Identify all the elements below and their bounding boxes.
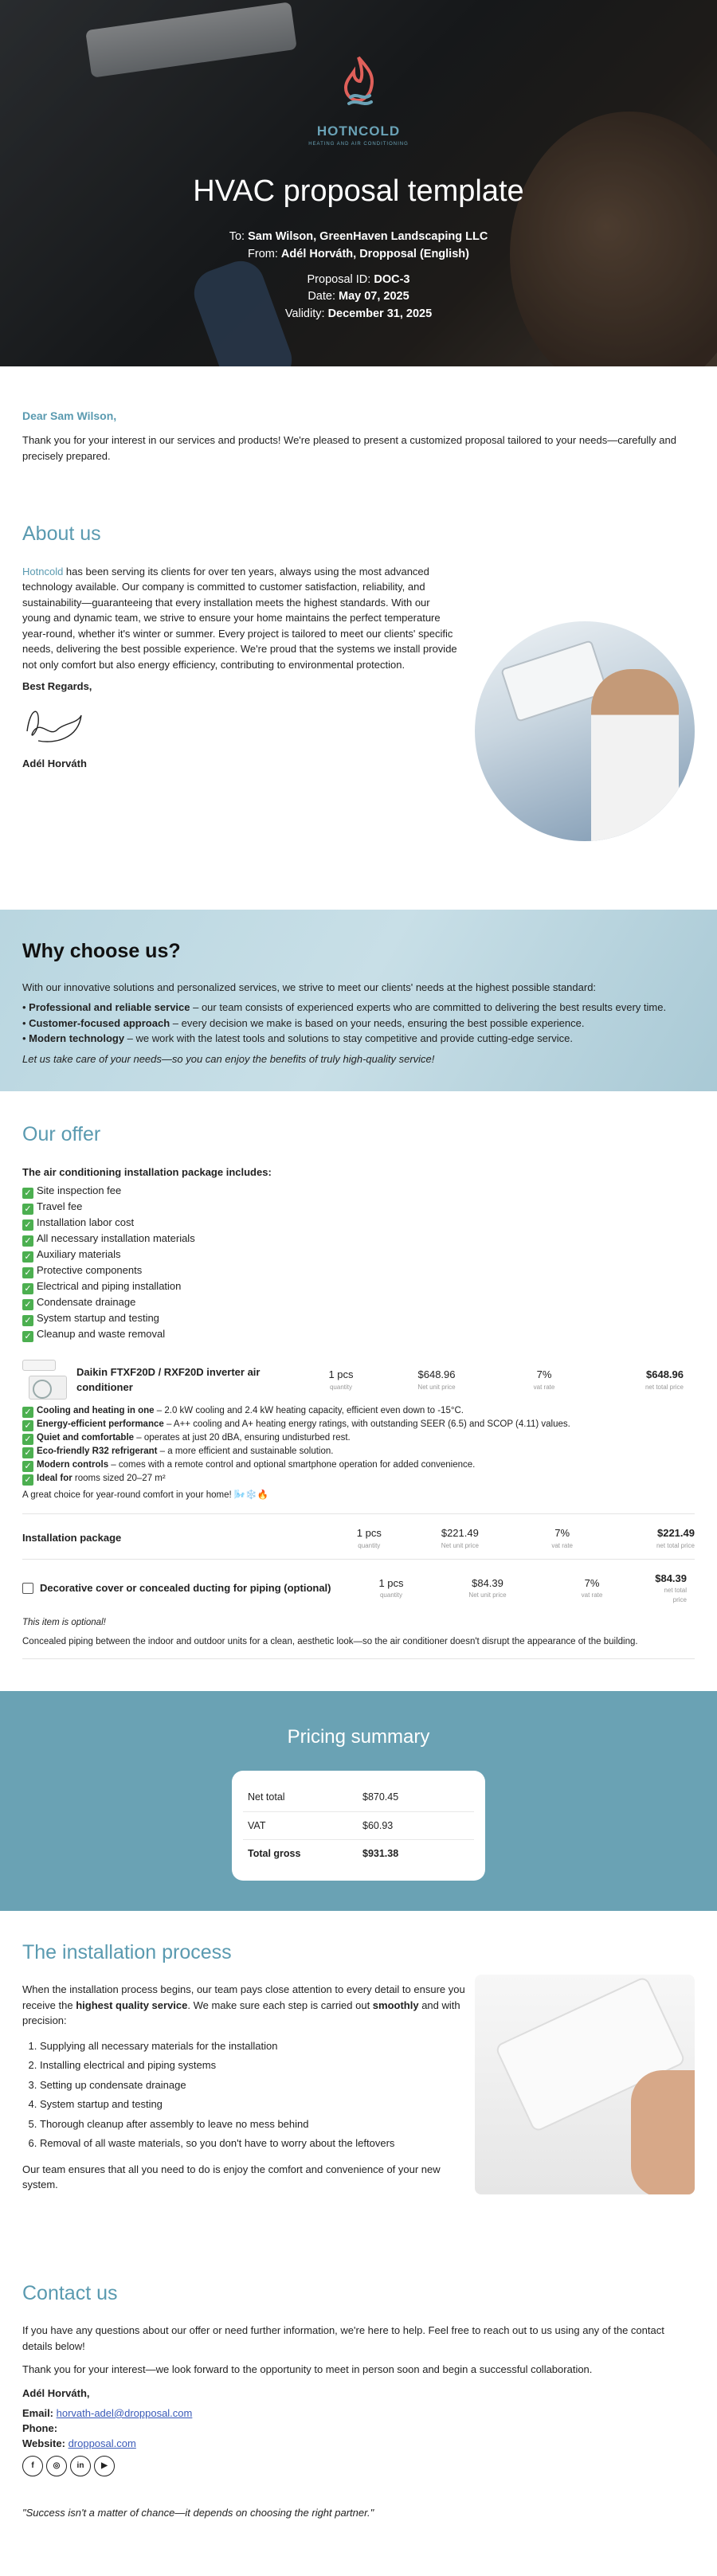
offer-intro: The air conditioning installation package includes: — [22, 1165, 272, 1178]
technician-photo — [475, 621, 695, 841]
proposal-id-line: Proposal ID: DOC-3 — [307, 272, 410, 286]
checkmark-icon: ✓ — [22, 1283, 33, 1294]
checkmark-icon: ✓ — [22, 1420, 33, 1431]
checkmark-icon: ✓ — [22, 1299, 33, 1310]
ac-product-image — [22, 1360, 67, 1400]
website-link[interactable]: dropposal.com — [68, 2437, 136, 2449]
list-item: ✓ Quiet and comfortable – operates at just 20 dBA, ensuring undisturbed rest. — [22, 1431, 695, 1445]
contact-email-line: Email: horvath-adel@dropposal.com — [22, 2406, 193, 2419]
about-title: About us — [22, 523, 101, 545]
list-item: ✓ Eco-friendly R32 refrigerant – a more efficient and sustainable solution. — [22, 1445, 695, 1458]
product-price: $648.96 — [417, 1368, 456, 1381]
hero-banner — [0, 0, 717, 366]
pricing-card — [232, 1771, 485, 1881]
validity-line: Validity: December 31, 2025 — [284, 307, 433, 320]
checkmark-icon: ✓ — [22, 1267, 33, 1278]
list-item: ✓ System startup and testing — [22, 1310, 695, 1326]
list-item: 3. Setting up condensate drainage — [40, 2076, 468, 2096]
pricing-summary-section — [0, 1691, 717, 1911]
from-line: From: Adél Horváth, Dropposal (English) — [248, 247, 469, 260]
facebook-icon[interactable]: f — [22, 2456, 43, 2476]
optional-note: This item is optional! — [22, 1618, 106, 1628]
product-vat: 7% — [536, 1368, 552, 1381]
email-link[interactable]: horvath-adel@dropposal.com — [56, 2406, 193, 2419]
checkmark-icon: ✓ — [22, 1461, 33, 1472]
install-outro: Our team ensures that all you need to do is enjoy the comfort and convenience of your new system. — [22, 2163, 441, 2191]
regards: Best Regards, — [22, 680, 92, 692]
product-total: $648.96 — [646, 1368, 684, 1381]
list-item: ✓ Auxiliary materials — [22, 1247, 695, 1263]
signature-image — [22, 699, 86, 747]
list-item: 2. Installing electrical and piping systems — [40, 2056, 468, 2076]
feature-list — [22, 1404, 695, 1486]
pricing-row-total: Total gross $931.38 — [248, 1848, 399, 1860]
checkmark-icon: ✓ — [22, 1407, 33, 1418]
list-item: ✓ Ideal for rooms sized 20–27 m² — [22, 1472, 695, 1486]
why-list — [22, 1000, 695, 1047]
about-section — [0, 464, 717, 910]
package-row: Installation package 1 pcs quantity $221.49 Net unit price 7% vat rate $221.49 net total price — [22, 1513, 695, 1559]
list-item: ✓ Condensate drainage — [22, 1294, 695, 1310]
list-item: ✓ Cleanup and waste removal — [22, 1326, 695, 1342]
why-intro: With our innovative solutions and personalized services, we strive to meet our clients' needs at the highest possible standard: — [22, 981, 597, 993]
product-name: Daikin FTXF20D / RXF20D inverter air conditioner — [76, 1365, 261, 1393]
great-choice-text: A great choice for year-round comfort in your home! 🌬️❄️🔥 — [22, 1490, 268, 1500]
list-item: ✓ All necessary installation materials — [22, 1231, 695, 1247]
product-row: Daikin FTXF20D / RXF20D inverter air conditioner 1 pcs quantity $648.96 Net unit price 7% vat rate $648.96 net total price — [22, 1360, 695, 1404]
list-item: • Modern technology – we work with the latest tools and solutions to stay competitive and provide cutting-edge service. — [22, 1031, 695, 1047]
checkmark-icon: ✓ — [22, 1447, 33, 1458]
list-item: • Professional and reliable service – our team consists of experienced experts who are committed to delivering the best results every time. — [22, 1000, 695, 1016]
pricing-row: VAT $60.93 — [243, 1812, 474, 1841]
install-steps — [40, 2037, 468, 2154]
checkmark-icon: ✓ — [22, 1331, 33, 1342]
list-item: 1. Supplying all necessary materials for the installation — [40, 2037, 468, 2057]
install-intro: When the installation process begins, our team pays close attention to every detail to ensure you receive the highest quality service. We make sure each step is carried out smoothly and with precision: — [22, 1983, 465, 2027]
list-item: ✓ Travel fee — [22, 1199, 695, 1215]
contact-section — [0, 2245, 717, 2576]
list-item: • Customer-focused approach – every decision we make is based on your needs, ensuring the best possible experience. — [22, 1016, 695, 1032]
optional-item-checkbox[interactable] — [22, 1583, 33, 1594]
contact-phone-line: Phone: — [22, 2421, 58, 2434]
brand-name: HOTNCOLD — [316, 123, 401, 139]
contact-p1: If you have any questions about our offer or need further information, we're here to help. Feel free to reach out to us using any of the contact details below! — [22, 2324, 664, 2352]
closing-quote: "Success isn't a matter of chance—it depends on choosing the right partner." — [22, 2506, 374, 2519]
list-item: ✓ Energy-efficient performance – A++ cooling and A+ heating energy ratings, with outstanding SEER (6.5) and SCOP (4.11) values. — [22, 1418, 695, 1431]
checkmark-icon: ✓ — [22, 1204, 33, 1215]
date-line: Date: May 07, 2025 — [308, 290, 409, 303]
social-links — [22, 2456, 695, 2476]
page-title: HVAC proposal template — [193, 174, 524, 208]
list-item: 4. System startup and testing — [40, 2095, 468, 2115]
linkedin-icon[interactable]: in — [70, 2456, 91, 2476]
product-qty: 1 pcs — [328, 1368, 354, 1381]
list-item: ✓ Cooling and heating in one – 2.0 kW cooling and 2.4 kW heating capacity, efficient even down to -15°C. — [22, 1404, 695, 1418]
checklist — [22, 1183, 695, 1342]
checkmark-icon: ✓ — [22, 1434, 33, 1445]
greeting-section — [0, 366, 717, 464]
why-closing: Let us take care of your needs—so you can enjoy the benefits of truly high-quality service! — [22, 1052, 435, 1065]
offer-title: Our offer — [22, 1123, 101, 1145]
greeting-body: Thank you for your interest in our services and products! We're pleased to present a customized proposal tailored to your needs—carefully and precisely prepared. — [22, 434, 676, 462]
optional-row: Decorative cover or concealed ducting for piping (optional) 1 pcs quantity $84.39 Net unit price 7% vat rate $84.39 net total price — [22, 1559, 695, 1614]
installation-section — [0, 1911, 717, 2245]
contact-p2: Thank you for your interest—we look forward to the opportunity to meet in person soon and begin a successful collaboration. — [22, 2363, 593, 2376]
install-title: The installation process — [22, 1940, 232, 1963]
contact-website-line: Website: dropposal.com — [22, 2437, 136, 2449]
to-line: To: Sam Wilson, GreenHaven Landscaping LLC — [229, 230, 488, 243]
optional-name: Decorative cover or concealed ducting for piping (optional) — [40, 1581, 331, 1594]
brand-tagline: HEATING AND AIR CONDITIONING — [308, 142, 409, 147]
flame-logo-icon — [327, 51, 390, 115]
list-item: 5. Thorough cleanup after assembly to leave no mess behind — [40, 2115, 468, 2135]
checkmark-icon: ✓ — [22, 1235, 33, 1247]
instagram-icon[interactable]: ◎ — [46, 2456, 67, 2476]
signer-name: Adél Horváth — [22, 758, 87, 769]
list-item: ✓ Site inspection fee — [22, 1183, 695, 1199]
list-item: ✓ Protective components — [22, 1263, 695, 1278]
list-item: 6. Removal of all waste materials, so you don't have to worry about the leftovers — [40, 2134, 468, 2154]
checkmark-icon: ✓ — [22, 1251, 33, 1263]
about-body: Hotncold has been serving its clients for over ten years, always using the most advanced technology available. Our company is committed to customer satisfaction, reliability, and sustainability—guaranteeing that every installation meets the highest standards. With our young and dynamic team, we strive to ensure your home maintains the perfect temperature year-round, whether it's winter or summer. Every project is tailored to meet our clients' specific needs, delivering the best possible experience. We're proud that the systems we install provide not only comfort but also energy efficiency, contributing to environmental protection. — [22, 565, 457, 671]
checkmark-icon: ✓ — [22, 1219, 33, 1231]
pricing-row: Net total $870.45 — [243, 1783, 474, 1812]
list-item: ✓ Modern controls – comes with a remote control and optional smartphone operation for added convenience. — [22, 1458, 695, 1472]
checkmark-icon: ✓ — [22, 1315, 33, 1326]
list-item: ✓ Electrical and piping installation — [22, 1278, 695, 1294]
contact-title: Contact us — [22, 2281, 118, 2304]
salutation: Dear Sam Wilson, — [22, 409, 117, 422]
pricing-title: Pricing summary — [287, 1725, 430, 1748]
offer-section — [0, 1091, 717, 1659]
checkmark-icon: ✓ — [22, 1188, 33, 1199]
list-item: ✓ Installation labor cost — [22, 1215, 695, 1231]
installation-photo — [475, 1975, 695, 2194]
why-section — [0, 910, 717, 1091]
package-name: Installation package — [22, 1532, 122, 1544]
why-title: Why choose us? — [22, 940, 181, 962]
checkmark-icon: ✓ — [22, 1474, 33, 1486]
contact-name: Adél Horváth, — [22, 2386, 90, 2399]
youtube-icon[interactable]: ▶ — [94, 2456, 115, 2476]
optional-description: Concealed piping between the indoor and outdoor units for a clean, aesthetic look—so the air conditioner doesn't disrupt the appearance of the building. — [22, 1635, 695, 1659]
